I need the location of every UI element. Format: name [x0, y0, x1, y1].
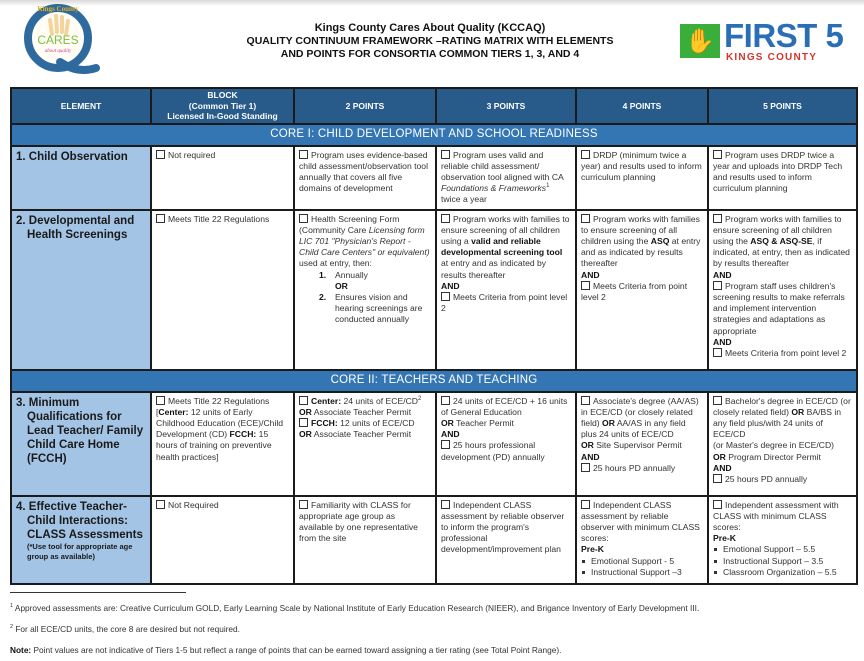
checkbox-icon: [581, 150, 590, 159]
footnote-text: Approved assessments are: Creative Curriculum GOLD, Early Learning Scale by National Institute of Early Education Research (NIEER), and Brigance Inventory of Early Development III.: [13, 603, 700, 613]
cell-4-points: [576, 210, 708, 370]
cell-text: (or Master's degree in ECE/CD): [713, 440, 835, 451]
element-label-line-1: 2. Developmental and: [16, 214, 135, 227]
column-header-5-points: 5 POINTS: [708, 88, 857, 124]
score-list: [713, 544, 852, 578]
core-1-title: CORE I: CHILD DEVELOPMENT AND SCHOOL READINESS: [11, 124, 857, 146]
table-row: [11, 496, 857, 584]
cell-5-points: [708, 146, 857, 210]
cell-text: Meets Title 22 Regulations: [168, 213, 270, 224]
cell-2-points: [294, 392, 436, 496]
footnote-mark: 1: [10, 603, 14, 610]
cell-text: Associate Teacher Permit: [311, 429, 412, 440]
cell-4-points: [576, 146, 708, 210]
cell-italic-text: Foundations & Frameworks: [441, 183, 547, 194]
element-label-line-2: Qualifications for Lead Teacher/ Family Child Care Home (FCCH): [27, 410, 144, 465]
list-item: [319, 292, 431, 326]
note-label: Note:: [10, 645, 32, 655]
checkbox-icon: [299, 500, 308, 509]
cell-text: 25 hours PD annually: [725, 473, 808, 484]
cell-text: Not required: [168, 149, 216, 160]
element-label-line-2: Health Screenings: [27, 228, 128, 241]
or-connector: OR: [713, 451, 726, 462]
table-row: [11, 146, 857, 210]
checkbox-icon: [713, 474, 722, 483]
footnote-2: [10, 624, 850, 634]
cell-text: Program uses valid and reliable child assessment/ observation tool aligned with CA: [441, 149, 564, 182]
cell-text: Independent CLASS assessment by reliable observer to inform the program's professional development/improvement plan: [441, 499, 565, 555]
list-item: Instructional Support –3: [581, 567, 703, 578]
cell-block: [151, 146, 294, 210]
footnote-ref: 1: [546, 183, 550, 190]
or-connector: OR: [581, 440, 594, 451]
cell-text: Program Director Permit: [725, 451, 821, 462]
first5-wordmark: FIRST 5: [724, 17, 844, 54]
block-header-line-3: Licensed In-Good Standing: [167, 111, 278, 121]
cell-text: AA/AS in any field plus 24 units of ECE/CD: [581, 417, 686, 440]
checkbox-icon: [441, 292, 450, 301]
element-minimum-qualifications: [11, 392, 151, 496]
cell-text: 25 hours professional development (PD) annually: [441, 440, 545, 462]
note-text: Point values are not indicative of Tiers 1-5 but reflect a range of points that can be earned toward assigning a tier rating (see Total Point Range).: [31, 645, 562, 655]
element-label-line-1: 3. Minimum: [16, 396, 80, 409]
element-label-line-3: CLASS Assessments: [27, 528, 143, 541]
checkbox-icon: [713, 396, 722, 405]
cell-text: Independent CLASS assessment by reliable observer with minimum CLASS scores:: [581, 499, 700, 544]
cell-text: Program works with families to ensure screening of all children using the: [581, 213, 700, 246]
cell-3-points: [436, 146, 576, 210]
cell-text: Meets Criteria from point level 2: [441, 291, 568, 314]
checkbox-icon: [156, 150, 165, 159]
checkbox-icon: [156, 214, 165, 223]
cell-3-points: [436, 210, 576, 370]
checkbox-icon: [299, 214, 308, 223]
cell-text: Site Supervisor Permit: [593, 440, 682, 451]
cell-3-points: [436, 392, 576, 496]
or-connector: OR: [299, 406, 312, 417]
cell-block: [151, 496, 294, 584]
cell-text: twice a year: [441, 194, 487, 205]
cell-text: used at entry, then:: [299, 258, 372, 269]
checkbox-icon: [581, 214, 590, 223]
cell-bold-text: valid and reliable developmental screening tool: [441, 235, 563, 258]
element-developmental-health-screenings: [11, 210, 151, 370]
cell-text: 24 units of ECE/CD + 16 units of General Education: [441, 395, 568, 417]
cell-5-points: [708, 392, 857, 496]
or-connector: OR: [299, 429, 312, 440]
cell-text: [: [156, 406, 159, 417]
cell-5-points: [708, 210, 857, 370]
numbered-list: [299, 270, 431, 326]
cell-text: Program uses evidence-based child assessment/observation tool annually that covers all five domains of development: [299, 149, 428, 194]
column-header-4-points: 4 POINTS: [576, 88, 708, 124]
or-connector: OR: [335, 280, 348, 291]
checkbox-icon: [713, 214, 722, 223]
checkbox-icon: [299, 418, 308, 427]
rating-matrix-table: [10, 87, 858, 585]
and-connector: AND: [581, 451, 600, 462]
and-connector: AND: [441, 429, 460, 440]
checkbox-icon: [156, 396, 165, 405]
column-header-2-points: 2 POINTS: [294, 88, 436, 124]
cell-text: Meets Title 22 Regulations: [168, 395, 270, 406]
hand-icon: ✋: [680, 24, 720, 58]
score-list: [581, 556, 703, 578]
footnote-text: For all ECE/CD units, the core 8 are desired but not required.: [13, 624, 240, 634]
cell-text: 24 units of ECE/CD: [341, 395, 418, 406]
checkbox-icon: [581, 500, 590, 509]
cell-5-points: [708, 496, 857, 584]
cell-text: Associate's degree (AA/AS) in ECE/CD (or closely related field): [581, 395, 699, 428]
list-number: 2.: [319, 291, 327, 302]
title-line-3: AND POINTS FOR CONSORTIA COMMON TIERS 1, 3, AND 4: [280, 48, 580, 60]
cell-2-points: [294, 210, 436, 370]
first5-kings-county-logo: [680, 17, 856, 64]
list-item: Classroom Organization – 5.5: [713, 567, 852, 578]
checkbox-icon: [299, 150, 308, 159]
element-effective-teacher-child-interactions: [11, 496, 151, 584]
note: [10, 645, 850, 655]
and-connector: AND: [713, 462, 732, 473]
cell-text: Associate Teacher Permit: [311, 406, 412, 417]
element-label-line-2: Child Interactions:: [27, 514, 128, 527]
checkbox-icon: [441, 440, 450, 449]
cell-3-points: [436, 496, 576, 584]
checkbox-icon: [581, 396, 590, 405]
cell-bold-text: ASQ & ASQ-SE: [750, 235, 813, 246]
list-item-text: Ensures vision and hearing screenings are conducted annually: [335, 291, 423, 325]
checkbox-icon: [441, 150, 450, 159]
title-line-1: Kings County Cares About Quality (KCCAQ): [314, 22, 546, 34]
cell-text: BA/BS in any field plus/with 24 units of ECE/CD: [713, 406, 842, 440]
first5-subtitle: KINGS COUNTY: [726, 52, 818, 63]
footnote-divider: [10, 592, 186, 593]
block-header-line-2: (Common Tier 1): [188, 100, 257, 111]
cell-text: DRDP (minimum twice a year) and results used to inform curriculum planning: [581, 149, 702, 182]
cell-text: 12 units of ECE/CD: [337, 417, 415, 428]
checkbox-icon: [441, 500, 450, 509]
cell-text: Program works with families to ensure screening of all children using the: [713, 213, 842, 246]
footnote-ref: 2: [418, 395, 422, 402]
and-connector: AND: [581, 269, 600, 280]
cell-text: Independent assessment with CLASS with minimum CLASS scores:: [713, 499, 839, 532]
and-connector: AND: [441, 280, 460, 291]
cell-text: at entry and as indicated by results thereafter: [441, 258, 547, 280]
cell-text: 25 hours PD annually: [593, 462, 676, 473]
column-header-block: [151, 88, 294, 124]
svg-text:Kings County: Kings County: [37, 5, 79, 13]
list-item: [319, 270, 431, 292]
or-connector: OR: [602, 417, 615, 428]
cell-italic-text: Licensing form LIC 701 "Physician's Report - Child Care Centers" or equivalent): [299, 224, 430, 258]
checkbox-icon: [581, 281, 590, 290]
age-group-label: Pre-K: [581, 544, 604, 555]
svg-text:CARES: CARES: [37, 33, 79, 47]
core-section-row: [11, 124, 857, 146]
cell-text: , if indicated, at entry, then as indicated by results thereafter: [713, 235, 850, 269]
cell-text: Meets Criteria from point level 2: [725, 347, 847, 358]
cell-bold-text: FCCH:: [229, 429, 257, 440]
footnote-mark: 2: [10, 624, 14, 631]
cell-block: [151, 392, 294, 496]
cell-text: Teacher Permit: [453, 417, 514, 428]
document-header: [0, 0, 864, 84]
age-group-label: Pre-K: [713, 533, 736, 544]
cell-bold-text: Center:: [158, 406, 189, 417]
checkbox-icon: [299, 396, 308, 405]
checkbox-icon: [713, 150, 722, 159]
and-connector: AND: [713, 336, 732, 347]
list-item-text: Annually: [335, 269, 368, 280]
kings-county-cares-q-logo-icon: [20, 2, 102, 80]
checkbox-icon: [713, 281, 722, 290]
checkbox-icon: [581, 463, 590, 472]
checkbox-icon: [156, 500, 165, 509]
checkbox-icon: [441, 396, 450, 405]
list-item: Instructional Support – 3.5: [713, 556, 852, 567]
or-connector: OR: [441, 417, 454, 428]
block-header-line-1: BLOCK: [207, 90, 238, 100]
footnote-1: [10, 603, 850, 613]
table-header-row: [11, 88, 857, 124]
cell-bold-text: Center:: [311, 395, 342, 406]
core-2-title: CORE II: TEACHERS AND TEACHING: [11, 370, 857, 392]
cell-text: 12 units of Early Childhood Education (ECE)/Child Development (CD): [156, 406, 284, 440]
cell-block: [151, 210, 294, 370]
column-header-3-points: 3 POINTS: [436, 88, 576, 124]
svg-text:about quality: about quality: [44, 49, 72, 54]
cell-text: Program uses DRDP twice a year and uploads into DRDP Tech and results used to inform curriculum planning: [713, 149, 843, 194]
or-connector: OR: [791, 406, 805, 417]
cell-4-points: [576, 392, 708, 496]
cell-text: Program staff uses children's screening results to make referrals and implement intervention strategies and adaptations as appropriate: [713, 280, 845, 336]
cell-2-points: [294, 146, 436, 210]
cell-2-points: [294, 496, 436, 584]
cell-4-points: [576, 496, 708, 584]
list-item: Emotional Support – 5.5: [713, 544, 852, 555]
checkbox-icon: [713, 500, 722, 509]
element-note: (*Use tool for appropriate age group as available): [27, 541, 133, 561]
cell-text: Meets Criteria from point level 2: [581, 280, 688, 302]
cell-text: Not Required: [168, 499, 219, 510]
document-title: [200, 22, 660, 61]
checkbox-icon: [441, 214, 450, 223]
table-row: [11, 210, 857, 370]
cell-text: Familiarity with CLASS for appropriate age group as available by one representative from the site: [299, 499, 418, 544]
list-item: Emotional Support - 5: [581, 556, 703, 567]
cell-text: Program works with families to ensure screening of all children using a: [441, 213, 570, 246]
cell-text: Health Screening Form (Community Care: [299, 213, 400, 235]
cell-bold-text: ASQ: [650, 235, 670, 246]
element-child-observation: 1. Child Observation: [11, 146, 151, 210]
table-row: [11, 392, 857, 496]
title-line-2: QUALITY CONTINUUM FRAMEWORK –RATING MATRIX WITH ELEMENTS: [246, 35, 614, 47]
kccaq-logo: [20, 2, 102, 80]
cell-text: at entry and as indicated by results thereafter: [581, 235, 701, 269]
cell-bold-text: FCCH:: [311, 417, 338, 428]
core-section-row: [11, 370, 857, 392]
column-header-element: ELEMENT: [11, 88, 151, 124]
list-number: 1.: [319, 269, 327, 280]
checkbox-icon: [713, 348, 722, 357]
cell-text: Bachelor's degree in ECE/CD (or closely related field): [713, 395, 851, 417]
and-connector: AND: [713, 269, 732, 280]
cell-text: 15 hours of training on preventive health practices]: [156, 429, 272, 462]
element-label-line-1: 4. Effective Teacher-: [16, 500, 128, 513]
